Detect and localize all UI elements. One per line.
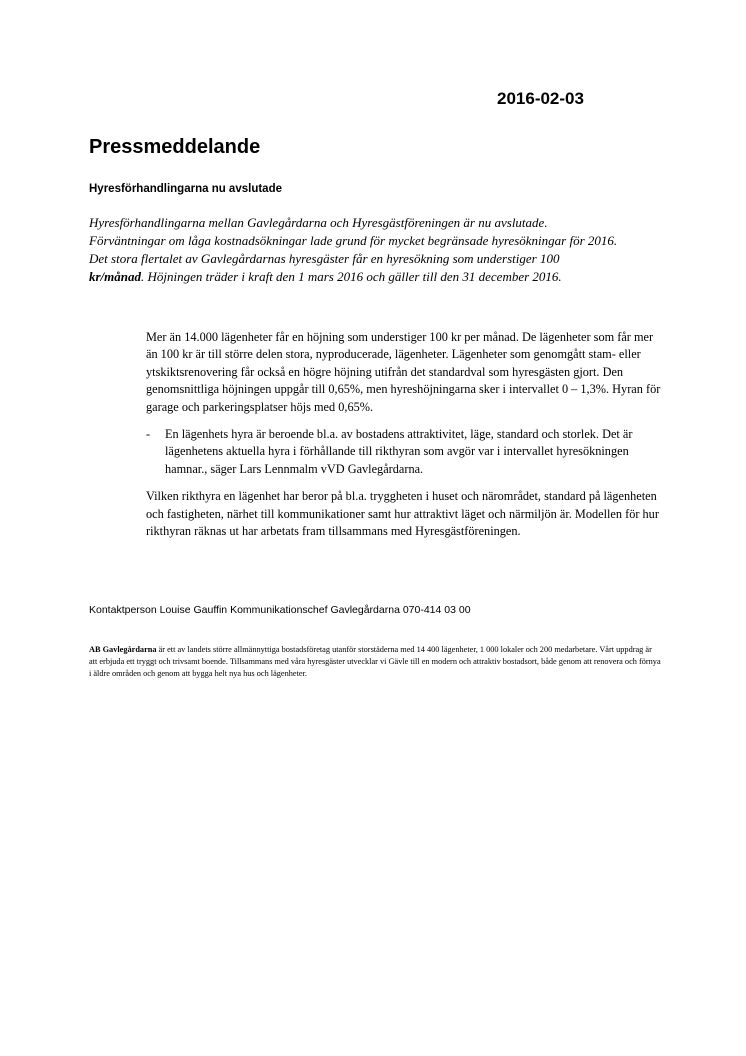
lead-line: Det stora flertalet av Gavlegårdarnas hyresgäster får en hyresökning som understiger 100 — [89, 251, 560, 266]
company-name: AB Gavlegårdarna — [89, 645, 157, 654]
lead-line: Hyresförhandlingarna mellan Gavlegårdarna och Hyresgästföreningen är nu avslutade. — [89, 215, 548, 230]
lead-line-rest: . Höjningen träder i kraft den 1 mars 2016 och gäller till den 31 december 2016. — [141, 269, 562, 284]
bullet-marker: - — [146, 427, 151, 442]
list-item — [146, 426, 661, 478]
body-text — [146, 329, 661, 550]
page-title: Pressmeddelande — [89, 136, 261, 158]
company-description: är ett av landets större allmännyttiga bostadsföretag utanför storstäderna med 14 400 lägenheter, 1 000 lokaler och 200 medarbetare. Vårt uppdrag är att erbjuda ett tryggt och trivsamt boende. Tillsammans med våra hyresgäster utvecklar vi Gävle till en modern och attraktiv bostadsort, både genom att renovera och förnya i äldre områden och genom att bygga helt nya hus och lägenheter. — [89, 645, 661, 678]
lead-emphasis: kr/månad — [89, 269, 142, 284]
lead-line — [89, 268, 664, 286]
lead-paragraph — [89, 214, 664, 286]
document-date: 2016-02-03 — [497, 89, 584, 108]
company-footer — [89, 644, 661, 680]
lead-line: Förväntningar om låga kostnadsökningar lade grund för mycket begränsade hyresökningar för 2016. — [89, 233, 618, 248]
bullet-text: En lägenhets hyra är beroende bl.a. av bostadens attraktivitet, läge, standard och storlek. Det är lägenhetens aktuella hyra i förhållande till rikthyran som avgör var i intervallet hyresökningen hamnar., säger Lars Lennmalm vVD Gavlegårdarna. — [165, 427, 633, 476]
body-paragraph: Mer än 14.000 lägenheter får en höjning som understiger 100 kr per månad. De lägenheter som får mer än 100 kr är till större delen stora, nyproducerade, lägenheter. Lägenheter som genomgått stam- eller ytskiktsrenovering får också en högre höjning utifrån det standardval som hyresgästen gjort. Den genomsnittliga höjningen uppgår till 0,65%, men hyreshöjningarna sker i intervallet 0 – 1,3%. Hyran för garage och parkeringsplatser höjs med 0,65%. — [146, 330, 661, 414]
body-paragraph: Vilken rikthyra en lägenhet har beror på bl.a. tryggheten i huset och närområdet, standard på lägenheten och fastigheten, närhet till kommunikationer samt hur attraktivt läget och närmiljön är. Modellen för hur rikthyran räknas ut har arbetats fram tillsammans med Hyresgästföreningen. — [146, 489, 659, 539]
document-subtitle: Hyresförhandlingarna nu avslutade — [89, 183, 282, 195]
contact-info: Kontaktperson Louise Gauffin Kommunikationschef Gavlegårdarna 070-414 03 00 — [89, 604, 471, 616]
